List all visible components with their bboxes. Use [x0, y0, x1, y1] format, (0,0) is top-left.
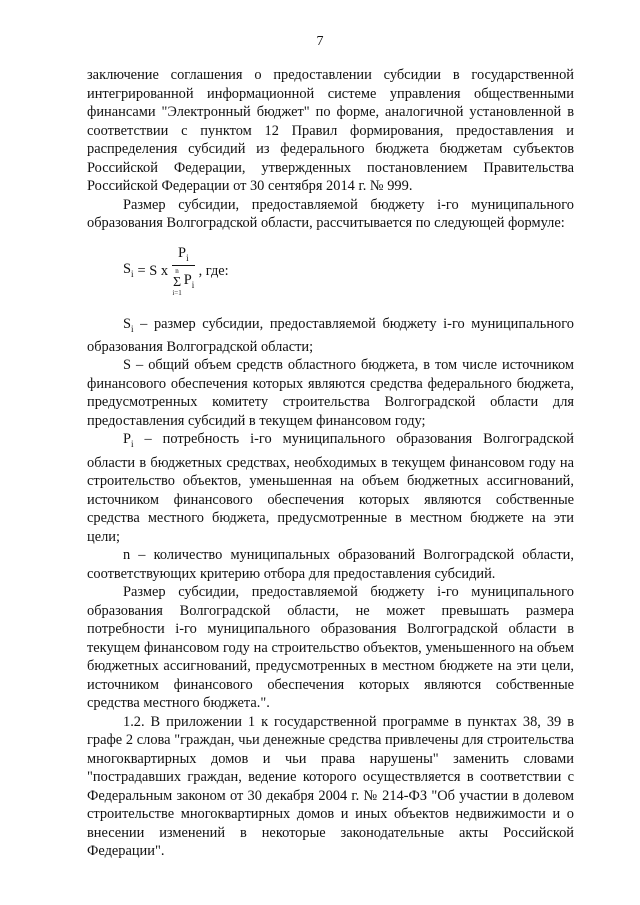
- paragraph-si-definition: $S_i$ – размер субсидии, предоставляемой бюджету i-го муниципального образования Волгоградской области;: [87, 315, 574, 355]
- paragraph-n-definition: n – количество муниципальных образований Волгоградской области, соответствующих критерию отбора для предоставления субсидий.: [87, 547, 574, 582]
- paragraph-amendment-1-2: 1.2. В приложении 1 к государственной программе в пунктах 38, 39 в графе 2 слова "граждан, чьи денежные средства привлечены для строительства многоквартирных домов и чьи права нарушены" заменить словами "пострадавших граждан, ведение которого осуществляется в соответствии с Федеральным законом от 30 декабря 2004 г. № 214-ФЗ "Об участии в долевом строительстве многоквартирных домов и иных объектов недвижимости и о внесении изменений в некоторые законодательные акты Российской Федерации".: [87, 713, 574, 860]
- formula-suffix: , где:: [198, 263, 229, 280]
- formula-lhs: $S_i$: [123, 260, 134, 279]
- paragraph-s-definition: S – общий объем средств областного бюджета, в том числе источником финансового обеспечения которых являются средства федерального бюджета, предусмотренных комитету строительства Волгоградской области для предоставления субсидий в текущем финансовом году;: [87, 357, 574, 429]
- paragraph-agreement: заключение соглашения о предоставлении субсидии в государственной интегрированной информационной системе управления общественными финансами "Электронный бюджет" по форме, аналогичной установленной в соответствии с пунктом 12 Правил формирования, предоставления и распределения субсидий из федерального бюджета бюджетам субъектов Российской Федерации, утвержденных постановлением Правительства Российской Федерации от 30 сентября 2014 г. № 999.: [87, 67, 574, 194]
- paragraph-subsidy-limit: Размер субсидии, предоставляемой бюджету i-го муниципального образования Волгоградской области, не может превышать размера потребности i-го муниципального образования Волгоградской области в текущем финансовом году на строительство объектов, уменьшенного на объем бюджетных ассигнований, предусмотренных в местном бюджете на эти цели, источником финансового обеспечения которых являются собственные средства местного бюджета.".: [87, 584, 574, 712]
- paragraph-pi-definition: $P_i$ – потребность i-го муниципального образования Волгоградской области в бюджетных средствах, необходимых в текущем финансовом году на строительство объектов, уменьшенная на объем бюджетных ассигнований, источником финансового обеспечения которых являются собственные средства местного бюджета, предусмотренные в местном бюджете на эти цели;: [87, 431, 574, 545]
- formula-fraction: [172, 245, 195, 299]
- paragraph-subsidy-size: Размер субсидии, предоставляемой бюджету i-го муниципального образования Волгоградской области, рассчитывается по следующей формуле:: [87, 196, 574, 231]
- formula-numerator: $P_i$: [172, 245, 195, 267]
- formula-denominator: n Σ i=1 $P_i$: [172, 267, 195, 298]
- document-body: [87, 66, 574, 861]
- subsidy-formula: [123, 244, 574, 298]
- summation-sign: n Σ i=1: [172, 267, 182, 298]
- formula-eq-times: = S x: [137, 263, 169, 280]
- page-number: 7: [316, 34, 324, 49]
